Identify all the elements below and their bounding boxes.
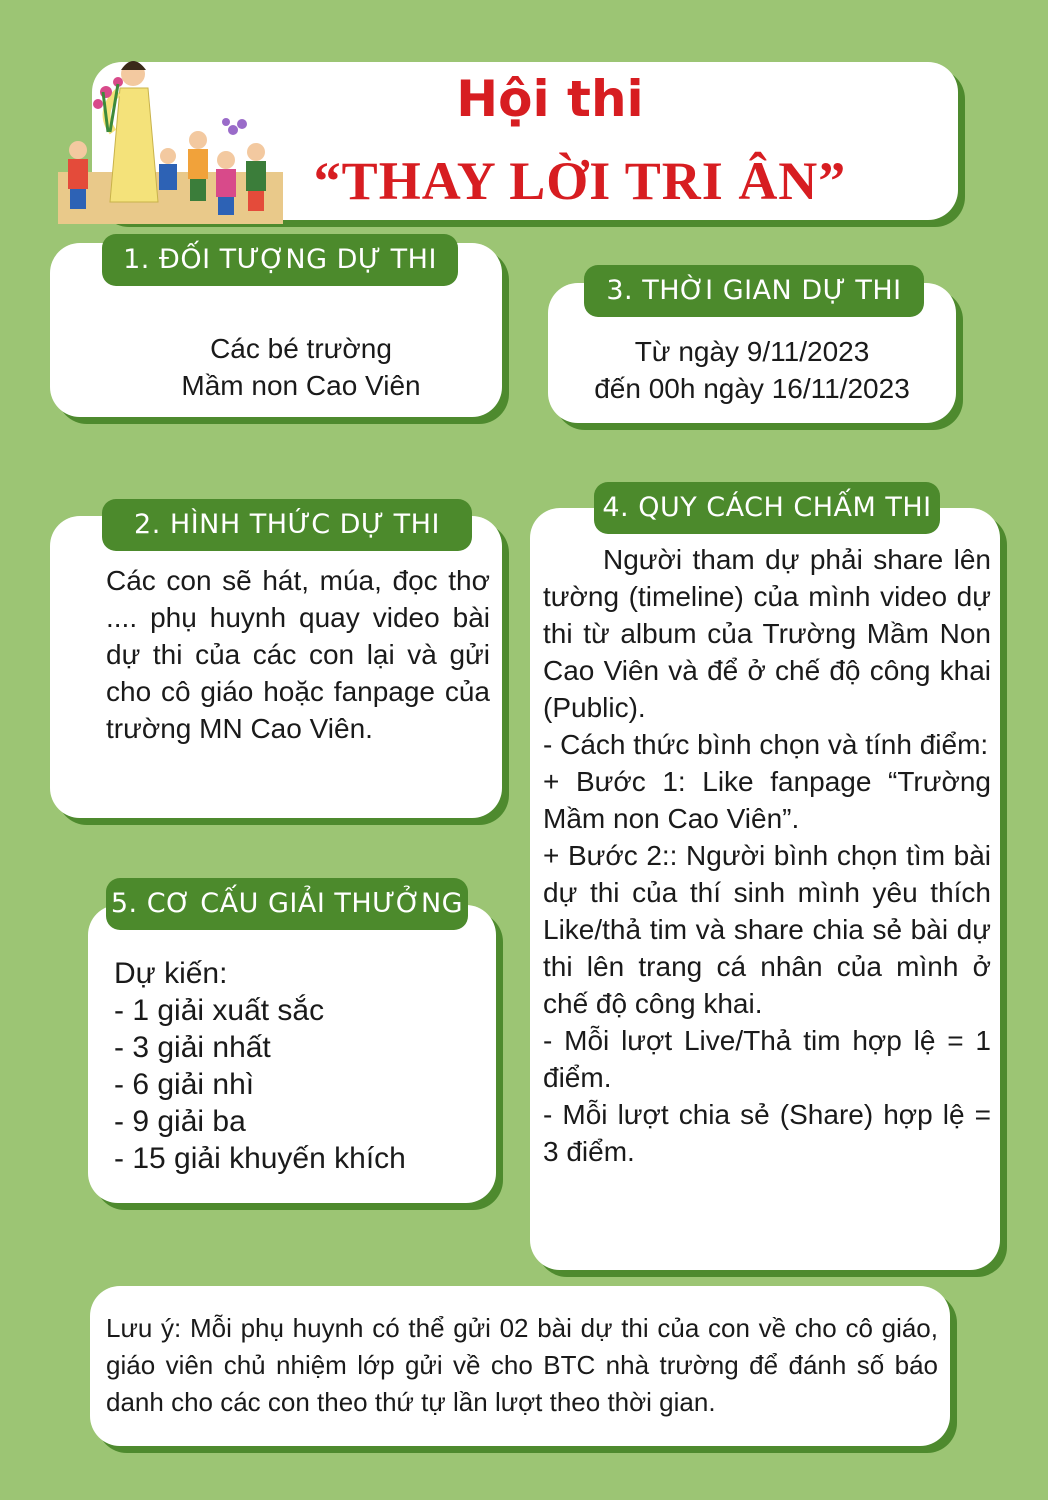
section1-content — [70, 330, 532, 404]
section4-paragraph: Người tham dự phải share lên tường (timeline) của mình video dự thi từ album của Trường Mầm Non Cao Viên và để ở chế độ công khai (Public). — [543, 544, 991, 723]
section4-paragraph: + Bước 1: Like fanpage “Trường Mầm non Cao Viên”. — [543, 766, 991, 834]
section2-content: Các con sẽ hát, múa, đọc thơ .... phụ huynh quay video bài dự thi của các con lại và gửi cho cô giáo hoặc fanpage của trường MN Cao Viên. — [106, 565, 490, 744]
section4-paragraph: - Cách thức bình chọn và tính điểm: — [543, 729, 989, 760]
section3-content — [548, 333, 956, 407]
page-title-line2: “THAY LỜI TRI ÂN” — [313, 151, 847, 211]
prize-line: - 3 giải nhất — [114, 1031, 271, 1064]
prize-line: - 6 giải nhì — [114, 1068, 255, 1101]
section4-content — [543, 541, 991, 1170]
teacher-children-illustration — [58, 52, 283, 224]
prize-line: Dự kiến: — [114, 957, 228, 990]
section3-line: Từ ngày 9/11/2023 — [634, 336, 870, 367]
section4-paragraph: + Bước 2:: Người bình chọn tìm bài dự thi của thí sinh mình yêu thích Like/thả tim và share chia sẻ bài dự thi lên trang cá nhân của mình ở chế độ công khai. — [543, 840, 991, 1019]
note-text: Lưu ý: Mỗi phụ huynh có thể gửi 02 bài dự thi của con về cho cô giáo, giáo viên chủ nhiệm lớp gửi về cho BTC nhà trường để đánh số báo danh cho các con theo thứ tự lần lượt theo thời gian. — [106, 1313, 938, 1417]
section5-content — [114, 955, 484, 1177]
section5-heading: 5. CƠ CẤU GIẢI THƯỞNG — [106, 878, 468, 930]
section3-line: đến 00h ngày 16/11/2023 — [594, 373, 910, 404]
section2-heading: 2. HÌNH THỨC DỰ THI — [102, 499, 472, 551]
section1-line: Mầm non Cao Viên — [181, 370, 421, 401]
section1-heading: 1. ĐỐI TƯỢNG DỰ THI — [102, 234, 458, 286]
prize-line: - 15 giải khuyến khích — [114, 1142, 406, 1175]
section4-paragraph: - Mỗi lượt Live/Thả tim hợp lệ = 1 điểm. — [543, 1025, 991, 1093]
section4-heading: 4. QUY CÁCH CHẤM THI — [594, 482, 940, 534]
page-title-line1: Hội thi — [456, 70, 644, 128]
section4-paragraph: - Mỗi lượt chia sẻ (Share) hợp lệ = 3 điểm. — [543, 1099, 991, 1167]
section1-line: Các bé trường — [210, 333, 392, 364]
section3-heading: 3. THỜI GIAN DỰ THI — [584, 265, 924, 317]
prize-line: - 1 giải xuất sắc — [114, 994, 325, 1027]
prize-line: - 9 giải ba — [114, 1105, 246, 1138]
